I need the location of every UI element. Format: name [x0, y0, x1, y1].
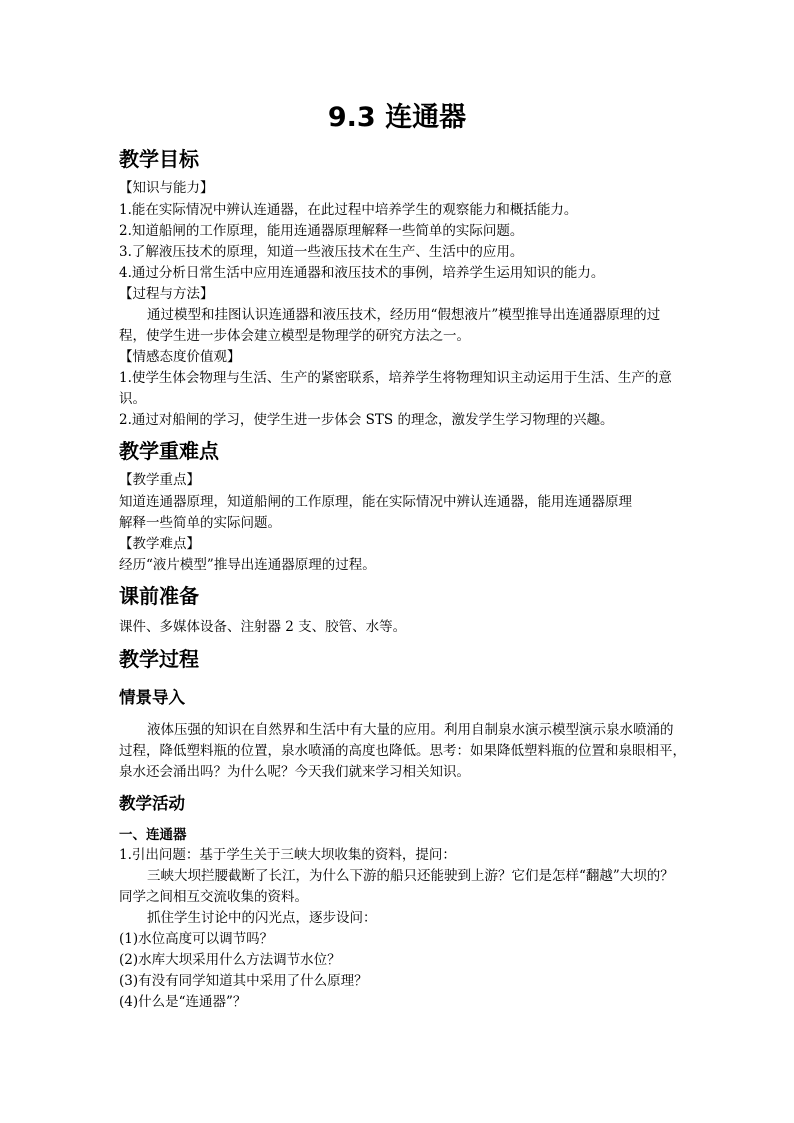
heading-key-points: 教学重难点 — [119, 439, 219, 463]
question-line: 同学之间相互交流收集的资料。 — [119, 889, 308, 905]
followup-text: 抓住学生讨论中的闪光点，逐步设问： — [147, 910, 377, 926]
label-emotion: 【情感态度价值观】 — [119, 349, 241, 365]
emotion-line: 2.通过对船闸的学习，使学生进一步体会 STS 的理念，激发学生学习物理的兴趣。 — [119, 412, 614, 428]
knowledge-item: 4.通过分析日常生活中应用连通器和液压技术的事例，培养学生运用知识的能力。 — [119, 265, 605, 281]
focus-line: 知道连通器原理，知道船闸的工作原理，能在实际情况中辨认连通器，能用连通器原理 — [119, 494, 632, 510]
process-line: 通过模型和挂图认识连通器和液压技术，经历用“假想液片”模型推导出连通器原理的过 — [147, 307, 661, 323]
question-item: (3)有没有同学知道其中采用了什么原理？ — [119, 973, 368, 989]
heading-teaching-goals: 教学目标 — [119, 147, 199, 171]
heading-prep: 课前准备 — [119, 584, 199, 608]
knowledge-item: 3.了解液压技术的原理，知道一些液压技术在生产、生活中的应用。 — [119, 244, 524, 260]
prep-text: 课件、多媒体设备、注射器 2 支、胶管、水等。 — [119, 619, 407, 635]
intro-line: 液体压强的知识在自然界和生活中有大量的应用。利用自制泉水演示模型演示泉水喷涌的 — [147, 722, 674, 738]
knowledge-item: 2.知道船闸的工作原理，能用连通器原理解释一些简单的实际问题。 — [119, 223, 524, 239]
question-item: (2)水库大坝采用什么方法调节水位？ — [119, 952, 341, 968]
emotion-line: 1.使学生体会物理与生活、生产的紧密联系，培养学生将物理知识主动运用于生活、生产的意 — [119, 370, 672, 386]
label-process-method: 【过程与方法】 — [119, 286, 214, 302]
heading-intro: 情景导入 — [119, 688, 185, 707]
heading-activity: 教学活动 — [119, 794, 185, 813]
heading-process: 教学过程 — [119, 647, 199, 671]
label-knowledge: 【知识与能力】 — [119, 180, 214, 196]
label-difficulty: 【教学难点】 — [119, 536, 200, 552]
question-item: (4)什么是“连通器”？ — [119, 994, 247, 1010]
label-focus: 【教学重点】 — [119, 472, 200, 488]
question-item: (1)水位高度可以调节吗？ — [119, 931, 274, 947]
focus-line: 解释一些简单的实际问题。 — [119, 515, 281, 531]
process-line: 程，使学生进一步体会建立模型是物理学的研究方法之一。 — [119, 328, 470, 344]
difficulty-text: 经历“液片模型”推导出连通器原理的过程。 — [119, 557, 376, 573]
page-title: 9.3 连通器 — [327, 102, 467, 133]
intro-line: 泉水还会涌出吗？为什么呢？今天我们就来学习相关知识。 — [119, 764, 470, 780]
heading-section-1: 一、连通器 — [119, 827, 187, 843]
emotion-line: 识。 — [119, 391, 146, 407]
intro-line: 过程，降低塑料瓶的位置，泉水喷涌的高度也降低。思考：如果降低塑料瓶的位置和泉眼相平， — [119, 743, 686, 759]
question-line: 三峡大坝拦腰截断了长江，为什么下游的船只还能驶到上游？它们是怎样“翻越”大坝的？ — [147, 868, 674, 884]
question-intro: 1.引出问题：基于学生关于三峡大坝收集的资料，提问： — [119, 847, 456, 863]
knowledge-item: 1.能在实际情况中辨认连通器，在此过程中培养学生的观察能力和概括能力。 — [119, 202, 578, 218]
